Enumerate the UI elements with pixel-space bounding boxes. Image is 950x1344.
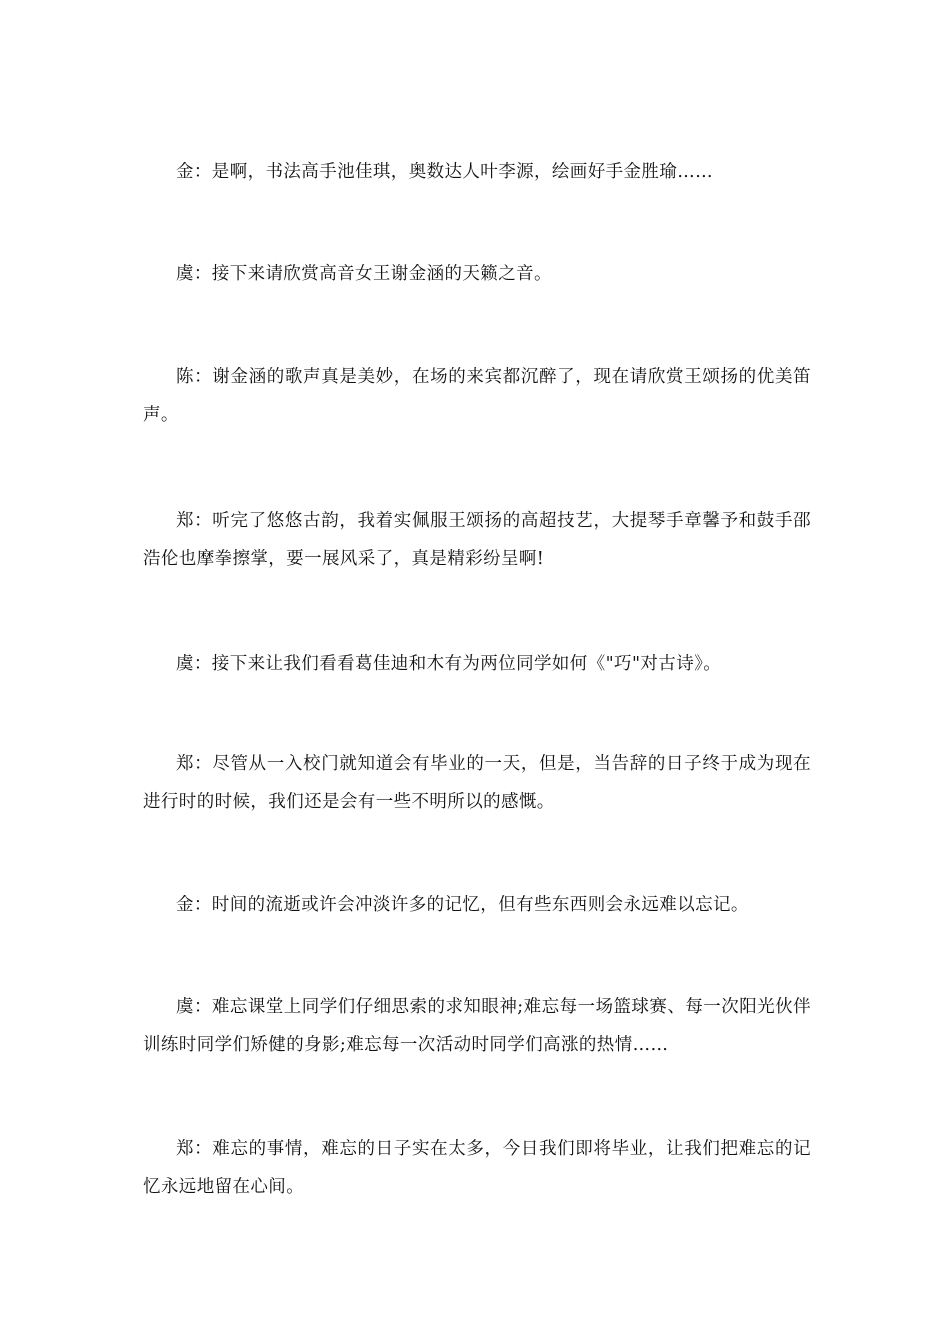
- dialogue-paragraph-1: 金：是啊，书法高手池佳琪，奥数达人叶李源，绘画好手金胜瑜……: [176, 162, 713, 182]
- dialogue-paragraph-5: 虞：接下来让我们看看葛佳迪和木有为两位同学如何《"巧"对古诗》。: [176, 654, 722, 674]
- dialogue-paragraph-9: 郑：难忘的事情，难忘的日子实在太多，今日我们即将毕业，让我们把难忘的记忆永远地留在心间。: [143, 1139, 811, 1197]
- dialogue-paragraph-3: 陈：谢金涵的歌声真是美妙，在场的来宾都沉醉了，现在请欣赏王颂扬的优美笛声。: [143, 367, 811, 425]
- dialogue-paragraph-7: 金：时间的流逝或许会冲淡许多的记忆，但有些东西则会永远难以忘记。: [176, 895, 749, 915]
- dialogue-paragraph-8: 虞：难忘课堂上同学们仔细思索的求知眼神;难忘每一场篮球赛、每一次阳光伙伴训练时同学们矫健的身影;难忘每一次活动时同学们高涨的热情……: [143, 997, 811, 1055]
- dialogue-paragraph-6: 郑：尽管从一入校门就知道会有毕业的一天，但是，当告辞的日子终于成为现在进行时的时候，我们还是会有一些不明所以的感慨。: [143, 754, 811, 812]
- dialogue-paragraph-4: 郑：听完了悠悠古韵，我着实佩服王颂扬的高超技艺，大提琴手章馨予和鼓手邵浩伦也摩拳擦掌，要一展风采了，真是精彩纷呈啊!: [143, 511, 811, 569]
- dialogue-paragraph-2: 虞：接下来请欣赏高音女王谢金涵的天籁之音。: [176, 264, 552, 284]
